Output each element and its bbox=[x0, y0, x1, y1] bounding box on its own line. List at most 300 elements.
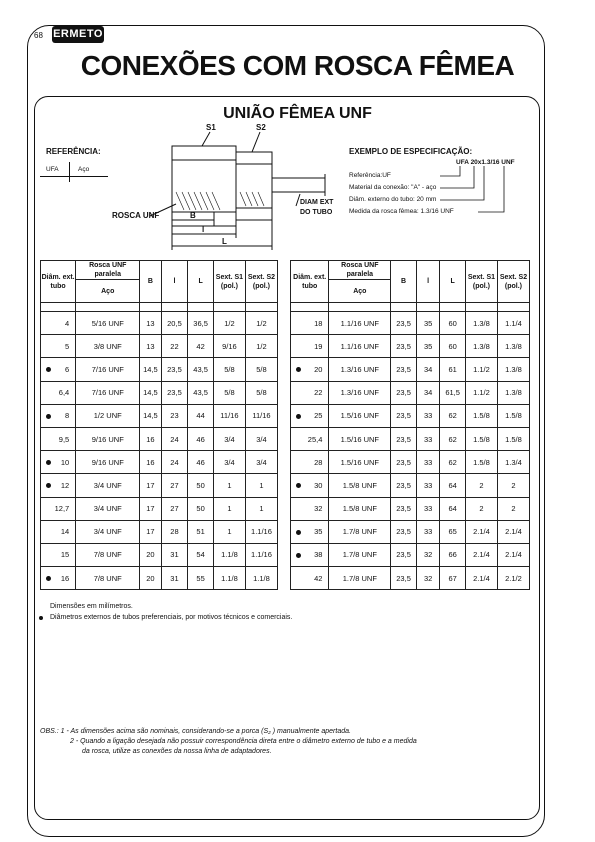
diam-cell bbox=[41, 474, 76, 497]
s1-cell-value: 1.3/8 bbox=[473, 318, 490, 328]
s1-cell bbox=[465, 427, 497, 450]
l-small-cell bbox=[161, 497, 188, 520]
rosca-cell bbox=[329, 543, 391, 566]
b-cell bbox=[140, 404, 161, 427]
b-cell bbox=[391, 451, 417, 474]
section-subtitle: UNIÃO FÊMEA UNF bbox=[223, 105, 372, 122]
rosca-cell-value: 1.5/8 UNF bbox=[342, 504, 377, 514]
l-small-cell bbox=[416, 543, 439, 566]
exemplo-label: EXEMPLO DE ESPECIFICAÇÃO: bbox=[349, 147, 473, 156]
label-l-small: l bbox=[202, 225, 205, 234]
label-do-tubo: DO TUBO bbox=[300, 209, 333, 216]
s2-cell bbox=[497, 474, 529, 497]
l-big-cell bbox=[440, 427, 466, 450]
rosca-cell bbox=[76, 543, 140, 566]
l-big-cell-value: 50 bbox=[196, 480, 205, 490]
l-small-cell-value: 35 bbox=[423, 341, 433, 351]
table-row bbox=[291, 543, 530, 566]
l-big-cell-value: 55 bbox=[196, 573, 205, 583]
rosca-cell bbox=[329, 404, 391, 427]
table-row bbox=[291, 381, 530, 404]
preferred-dot-icon bbox=[296, 553, 301, 558]
l-big-cell bbox=[440, 335, 466, 358]
l-small-cell-value: 20,5 bbox=[167, 318, 182, 328]
header-l-big: L bbox=[440, 261, 466, 303]
note-preferred-text: Diâmetros externos de tubos preferenciais, por motivos técnicos e comerciais. bbox=[50, 614, 293, 621]
table-row bbox=[41, 497, 278, 520]
rosca-cell-value: 7/8 UNF bbox=[93, 550, 122, 560]
diam-cell-value: 16 bbox=[60, 573, 70, 583]
rosca-cell-value: 1.5/16 UNF bbox=[340, 411, 380, 421]
rosca-cell-value: 1.5/16 UNF bbox=[340, 457, 380, 467]
header-b: B bbox=[391, 261, 417, 303]
l-big-cell bbox=[440, 358, 466, 381]
l-big-cell bbox=[440, 312, 466, 335]
s1-cell-value: 1.1/8 bbox=[221, 550, 238, 560]
l-big-cell bbox=[188, 520, 214, 543]
diam-cell-value: 6 bbox=[65, 364, 70, 374]
s1-cell bbox=[465, 451, 497, 474]
diam-cell-value: 28 bbox=[314, 457, 323, 467]
diam-cell-value: 19 bbox=[314, 341, 323, 351]
header-diam: Diâm. ext. tubo bbox=[291, 261, 329, 303]
b-cell-value: 23,5 bbox=[396, 434, 411, 444]
b-cell bbox=[391, 543, 417, 566]
b-cell bbox=[391, 335, 417, 358]
s1-cell-value: 1.5/8 bbox=[473, 457, 490, 467]
s1-cell-value: 2 bbox=[479, 480, 484, 490]
header-rosca: Rosca UNF paralela bbox=[76, 261, 140, 280]
l-big-cell bbox=[188, 427, 214, 450]
s1-cell bbox=[213, 404, 245, 427]
diam-cell-value: 38 bbox=[314, 550, 323, 560]
l-small-cell bbox=[416, 335, 439, 358]
b-cell bbox=[140, 567, 161, 590]
s2-cell bbox=[497, 335, 529, 358]
table-row bbox=[41, 520, 278, 543]
note-units: Dimensões em milímetros. bbox=[50, 603, 133, 610]
observations bbox=[40, 727, 510, 757]
l-big-cell-value: 64 bbox=[448, 504, 457, 514]
b-cell bbox=[140, 358, 161, 381]
s2-cell bbox=[497, 567, 529, 590]
l-big-cell bbox=[440, 567, 466, 590]
s2-cell bbox=[497, 358, 529, 381]
fitting-diagram bbox=[110, 118, 350, 258]
b-cell bbox=[140, 427, 161, 450]
rosca-cell bbox=[329, 451, 391, 474]
s2-cell bbox=[497, 520, 529, 543]
table-row bbox=[41, 312, 278, 335]
preferred-dot-icon bbox=[46, 460, 51, 465]
l-small-cell-value: 23,5 bbox=[167, 364, 182, 374]
label-diam-ext: DIAM EXT bbox=[300, 199, 334, 206]
s2-cell bbox=[497, 451, 529, 474]
s2-cell-value: 2 bbox=[511, 504, 516, 514]
s1-cell-value: 1.1/2 bbox=[473, 388, 490, 398]
s2-cell-value: 1.3/4 bbox=[505, 457, 522, 467]
s2-cell-value: 5/8 bbox=[256, 364, 267, 374]
l-big-cell bbox=[440, 543, 466, 566]
l-big-cell bbox=[188, 335, 214, 358]
diam-cell-value: 12 bbox=[60, 480, 70, 490]
s1-cell bbox=[213, 520, 245, 543]
b-cell bbox=[391, 381, 417, 404]
table-row bbox=[41, 567, 278, 590]
l-small-cell bbox=[416, 381, 439, 404]
s2-cell-value: 3/4 bbox=[256, 457, 267, 467]
s1-cell-value: 3/4 bbox=[224, 457, 235, 467]
table-row bbox=[41, 335, 278, 358]
diam-cell-value: 25,4 bbox=[307, 434, 323, 444]
s2-cell bbox=[245, 312, 277, 335]
s2-cell bbox=[245, 567, 277, 590]
diam-cell bbox=[291, 312, 329, 335]
s2-cell-value: 2.1/2 bbox=[505, 573, 522, 583]
l-big-cell bbox=[188, 497, 214, 520]
l-big-cell-value: 60 bbox=[448, 341, 457, 351]
b-cell-value: 23,5 bbox=[396, 550, 411, 560]
rosca-cell bbox=[329, 567, 391, 590]
s1-cell bbox=[213, 427, 245, 450]
brand-logo: ERMETO bbox=[52, 26, 104, 43]
s1-cell-value: 2.1/4 bbox=[473, 527, 490, 537]
s2-cell bbox=[497, 312, 529, 335]
diam-cell-value: 22 bbox=[314, 388, 323, 398]
l-big-cell-value: 66 bbox=[448, 550, 457, 560]
b-cell bbox=[140, 381, 161, 404]
l-small-cell-value: 32 bbox=[423, 573, 433, 583]
diam-cell bbox=[41, 404, 76, 427]
l-small-cell bbox=[161, 358, 188, 381]
diam-cell bbox=[41, 497, 76, 520]
b-cell-value: 23,5 bbox=[396, 480, 411, 490]
diam-cell bbox=[291, 474, 329, 497]
l-big-cell-value: 60 bbox=[448, 318, 457, 328]
rosca-cell bbox=[76, 381, 140, 404]
preferred-dot-icon bbox=[296, 414, 301, 419]
rosca-cell-value: 1.7/8 UNF bbox=[342, 527, 377, 537]
b-cell-value: 23,5 bbox=[396, 388, 411, 398]
l-big-cell bbox=[188, 567, 214, 590]
s2-cell bbox=[245, 520, 277, 543]
s2-cell-value: 1 bbox=[259, 480, 264, 490]
diam-cell bbox=[41, 543, 76, 566]
diam-cell bbox=[291, 427, 329, 450]
b-cell-value: 13 bbox=[146, 341, 155, 351]
b-cell-value: 16 bbox=[146, 457, 155, 467]
header-s2: Sext. S2 (pol.) bbox=[497, 261, 529, 303]
b-cell bbox=[140, 543, 161, 566]
b-cell-value: 14,5 bbox=[143, 364, 158, 374]
b-cell bbox=[140, 451, 161, 474]
header-s1: Sext. S1 (pol.) bbox=[465, 261, 497, 303]
l-small-cell bbox=[161, 474, 188, 497]
diam-cell-value: 12,7 bbox=[54, 504, 70, 514]
b-cell bbox=[391, 520, 417, 543]
s1-cell-value: 11/16 bbox=[220, 411, 239, 421]
s2-cell bbox=[497, 381, 529, 404]
s2-cell bbox=[497, 404, 529, 427]
l-big-cell bbox=[188, 358, 214, 381]
preferred-bullet-icon bbox=[39, 616, 43, 620]
notes bbox=[50, 601, 292, 623]
s1-cell-value: 1.5/8 bbox=[473, 434, 490, 444]
l-small-cell-value: 28 bbox=[170, 527, 179, 537]
s1-cell bbox=[465, 520, 497, 543]
l-small-cell-value: 24 bbox=[170, 457, 179, 467]
table-row bbox=[291, 497, 530, 520]
rosca-cell-value: 1.3/16 UNF bbox=[340, 364, 380, 374]
b-cell-value: 16 bbox=[146, 434, 155, 444]
l-big-cell-value: 36,5 bbox=[193, 318, 208, 328]
diam-cell bbox=[41, 312, 76, 335]
rosca-cell-value: 1/2 UNF bbox=[93, 411, 122, 421]
dimensions-table-left bbox=[40, 260, 278, 590]
s2-cell-value: 1.1/8 bbox=[253, 573, 270, 583]
l-big-cell-value: 64 bbox=[448, 480, 457, 490]
s1-cell bbox=[213, 381, 245, 404]
diam-cell-value: 10 bbox=[60, 457, 70, 467]
s1-cell-value: 1.5/8 bbox=[473, 411, 490, 421]
l-small-cell bbox=[161, 520, 188, 543]
rosca-cell-value: 7/16 UNF bbox=[91, 364, 124, 374]
diam-cell-value: 20 bbox=[314, 364, 323, 374]
rosca-cell-value: 3/4 UNF bbox=[93, 527, 122, 537]
rosca-cell bbox=[76, 312, 140, 335]
rosca-cell-value: 9/16 UNF bbox=[91, 434, 124, 444]
s1-cell-value: 3/4 bbox=[224, 434, 235, 444]
label-b: B bbox=[190, 211, 196, 220]
diam-cell-value: 18 bbox=[314, 318, 323, 328]
rosca-cell-value: 1.5/8 UNF bbox=[342, 480, 377, 490]
page-number: 68 bbox=[34, 31, 43, 40]
rosca-cell-value: 1.3/16 UNF bbox=[340, 388, 380, 398]
l-small-cell-value: 31 bbox=[170, 550, 179, 560]
s2-cell-value: 5/8 bbox=[256, 388, 267, 398]
table-row bbox=[291, 520, 530, 543]
rosca-cell-value: 7/16 UNF bbox=[91, 388, 124, 398]
s2-cell-value: 1.5/8 bbox=[505, 411, 522, 421]
rosca-cell bbox=[76, 474, 140, 497]
table-row bbox=[41, 358, 278, 381]
s2-cell-value: 1.1/16 bbox=[251, 527, 272, 537]
s1-cell bbox=[465, 358, 497, 381]
table-row bbox=[291, 427, 530, 450]
l-big-cell-value: 51 bbox=[196, 527, 205, 537]
l-big-cell-value: 50 bbox=[196, 504, 205, 514]
l-small-cell bbox=[416, 567, 439, 590]
l-small-cell-value: 27 bbox=[170, 504, 179, 514]
diam-cell-value: 35 bbox=[314, 527, 323, 537]
s1-cell-value: 1 bbox=[227, 527, 232, 537]
s2-cell bbox=[497, 543, 529, 566]
l-small-cell-value: 31 bbox=[170, 573, 179, 583]
rosca-cell-value: 3/4 UNF bbox=[93, 504, 122, 514]
l-big-cell-value: 42 bbox=[196, 341, 205, 351]
preferred-dot-icon bbox=[46, 576, 51, 581]
b-cell bbox=[140, 335, 161, 358]
note-preferred bbox=[50, 612, 292, 623]
rosca-cell bbox=[76, 335, 140, 358]
b-cell bbox=[391, 358, 417, 381]
l-small-cell-value: 35 bbox=[423, 318, 433, 328]
l-big-cell bbox=[188, 381, 214, 404]
rosca-cell-value: 1.7/8 UNF bbox=[342, 573, 377, 583]
table-row bbox=[291, 567, 530, 590]
exemplo-line-2: Material da conexão: "A" - aço bbox=[349, 184, 437, 191]
l-small-cell bbox=[416, 427, 439, 450]
s1-cell bbox=[213, 543, 245, 566]
s2-cell bbox=[497, 497, 529, 520]
s2-cell-value: 1.3/8 bbox=[505, 364, 522, 374]
table-row bbox=[291, 451, 530, 474]
b-cell-value: 23,5 bbox=[396, 504, 411, 514]
rosca-cell bbox=[329, 497, 391, 520]
rosca-cell-value: 3/8 UNF bbox=[93, 341, 122, 351]
header-l-big: L bbox=[188, 261, 214, 303]
rosca-cell-value: 1.7/8 UNF bbox=[342, 550, 377, 560]
s2-cell-value: 1.5/8 bbox=[505, 434, 522, 444]
b-cell bbox=[391, 312, 417, 335]
l-big-cell bbox=[188, 404, 214, 427]
referencia-underline bbox=[40, 176, 108, 177]
s2-cell bbox=[245, 358, 277, 381]
header-l-small: l bbox=[161, 261, 188, 303]
l-big-cell-value: 46 bbox=[196, 457, 205, 467]
b-cell-value: 23,5 bbox=[396, 527, 411, 537]
s2-cell bbox=[245, 543, 277, 566]
l-small-cell bbox=[161, 381, 188, 404]
rosca-cell-value: 1.5/16 UNF bbox=[340, 434, 380, 444]
s1-cell bbox=[213, 312, 245, 335]
exemplo-leaders bbox=[440, 164, 520, 218]
table-row bbox=[41, 381, 278, 404]
l-small-cell-value: 23 bbox=[170, 411, 179, 421]
s1-cell bbox=[213, 335, 245, 358]
l-big-cell bbox=[440, 451, 466, 474]
table-row bbox=[41, 543, 278, 566]
s2-cell-value: 1.3/8 bbox=[505, 341, 522, 351]
rosca-cell-value: 1.1/16 UNF bbox=[340, 318, 380, 328]
l-big-cell bbox=[440, 474, 466, 497]
rosca-cell-value: 9/16 UNF bbox=[91, 457, 124, 467]
rosca-cell bbox=[329, 427, 391, 450]
s2-cell-value: 1/2 bbox=[256, 341, 267, 351]
l-big-cell bbox=[440, 381, 466, 404]
s1-cell bbox=[465, 474, 497, 497]
diam-cell bbox=[41, 567, 76, 590]
l-small-cell bbox=[416, 404, 439, 427]
exemplo-line-3: Diâm. externo do tubo: 20 mm bbox=[349, 196, 437, 203]
l-small-cell bbox=[161, 567, 188, 590]
l-small-cell-value: 23,5 bbox=[167, 388, 182, 398]
s1-cell-value: 1.1/2 bbox=[473, 364, 490, 374]
diam-cell-value: 25 bbox=[314, 411, 323, 421]
diam-cell bbox=[291, 335, 329, 358]
b-cell bbox=[140, 497, 161, 520]
exemplo-code: UFA 20x1.3/16 UNF bbox=[456, 159, 515, 166]
table-row bbox=[291, 312, 530, 335]
l-small-cell bbox=[161, 312, 188, 335]
b-cell-value: 17 bbox=[146, 480, 155, 490]
l-big-cell bbox=[188, 312, 214, 335]
rosca-cell-value: 3/4 UNF bbox=[93, 480, 122, 490]
table-row bbox=[41, 427, 278, 450]
diam-cell-value: 32 bbox=[314, 504, 323, 514]
l-small-cell-value: 32 bbox=[423, 550, 433, 560]
s2-cell-value: 1.1/16 bbox=[251, 550, 272, 560]
page-title: CONEXÕES COM ROSCA FÊMEA bbox=[80, 50, 515, 81]
l-small-cell-value: 33 bbox=[423, 527, 433, 537]
s2-cell-value: 3/4 bbox=[256, 434, 267, 444]
s1-cell-value: 5/8 bbox=[224, 364, 235, 374]
l-big-cell-value: 61,5 bbox=[445, 388, 460, 398]
b-cell bbox=[391, 567, 417, 590]
rosca-cell bbox=[76, 404, 140, 427]
rosca-cell bbox=[329, 381, 391, 404]
l-big-cell bbox=[188, 474, 214, 497]
table-row bbox=[41, 404, 278, 427]
s1-cell bbox=[465, 543, 497, 566]
rosca-cell bbox=[329, 474, 391, 497]
diam-cell bbox=[291, 451, 329, 474]
preferred-dot-icon bbox=[296, 367, 301, 372]
table-row bbox=[291, 335, 530, 358]
diam-cell bbox=[41, 358, 76, 381]
s1-cell bbox=[213, 358, 245, 381]
s1-cell-value: 1/2 bbox=[224, 318, 235, 328]
b-cell-value: 23,5 bbox=[396, 341, 411, 351]
s1-cell-value: 9/16 bbox=[222, 341, 237, 351]
s2-cell-value: 2 bbox=[511, 480, 516, 490]
diam-cell-value: 15 bbox=[60, 550, 70, 560]
diam-cell-value: 9,5 bbox=[58, 434, 70, 444]
nut-s2 bbox=[236, 152, 272, 220]
rosca-cell bbox=[76, 358, 140, 381]
exemplo-line-1: Referência:UF bbox=[349, 172, 391, 179]
b-cell-value: 23,5 bbox=[396, 457, 411, 467]
s2-cell bbox=[245, 381, 277, 404]
b-cell bbox=[140, 520, 161, 543]
diam-cell bbox=[291, 543, 329, 566]
l-small-cell-value: 33 bbox=[423, 411, 433, 421]
header-aco: Aço bbox=[329, 280, 391, 303]
l-small-cell bbox=[416, 451, 439, 474]
l-small-cell bbox=[161, 427, 188, 450]
b-cell-value: 20 bbox=[146, 573, 155, 583]
label-s2: S2 bbox=[256, 123, 266, 132]
s2-cell-value: 2.1/4 bbox=[505, 550, 522, 560]
l-big-cell bbox=[440, 497, 466, 520]
b-cell bbox=[391, 404, 417, 427]
l-big-cell-value: 65 bbox=[448, 527, 457, 537]
l-small-cell-value: 34 bbox=[423, 364, 433, 374]
l-small-cell-value: 24 bbox=[170, 434, 179, 444]
b-cell-value: 17 bbox=[146, 504, 155, 514]
b-cell bbox=[140, 474, 161, 497]
l-small-cell-value: 33 bbox=[423, 434, 433, 444]
s2-cell bbox=[245, 404, 277, 427]
referencia-label: REFERÊNCIA: bbox=[46, 147, 101, 156]
table-row bbox=[41, 451, 278, 474]
diam-cell bbox=[41, 381, 76, 404]
referencia-code: UFA bbox=[46, 166, 59, 173]
diam-cell bbox=[291, 520, 329, 543]
diam-cell-value: 5 bbox=[65, 341, 70, 351]
header-l-small: l bbox=[416, 261, 439, 303]
s1-cell bbox=[465, 497, 497, 520]
